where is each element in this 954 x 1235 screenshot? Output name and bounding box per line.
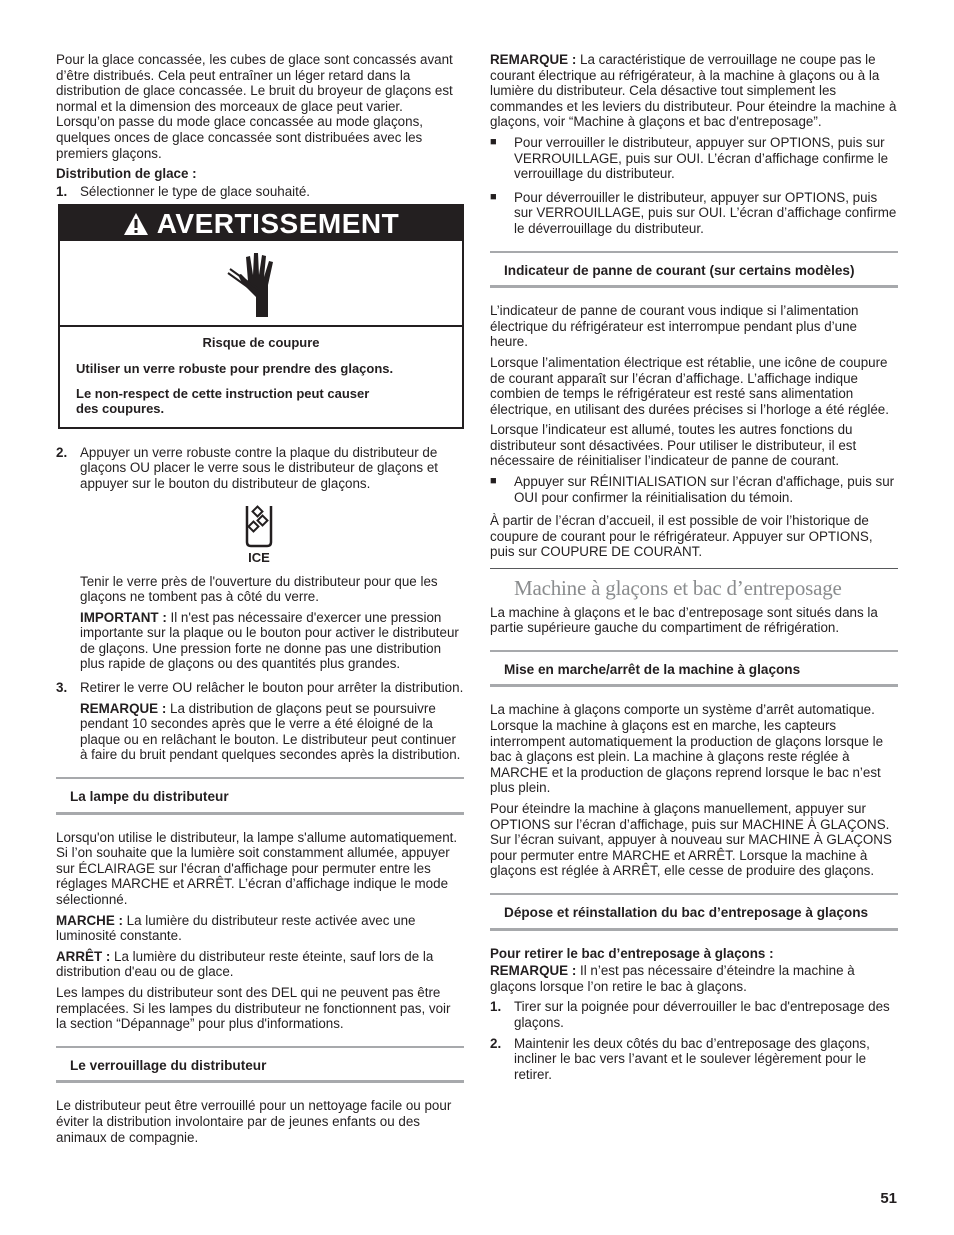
bullet-text: Pour déverrouiller le distributeur, appuyer sur OPTIONS, puis sur VERROUILLAGE, puis sur OUI. L’écran d’affichage confirme le déverrouillage du distributeur. xyxy=(514,189,897,236)
dispensing-heading: Distribution de glace : xyxy=(56,166,197,182)
machine-paragraph-1: La machine à glaçons et le bac d’entreposage sont situés dans la partie supérieure gauche du compartiment de réfrigération. xyxy=(490,604,878,636)
power-paragraph-2: Lorsque l’alimentation électrique est rétablie, une icône de coupure de courant apparaît sur l’écran d’affichage. L’affichage indique combien de temps le réfrigérateur est resté sans alimentation électrique, en utilisant des durées précises si l’horloge a été réglée. xyxy=(490,354,889,417)
step-2 xyxy=(56,445,464,492)
arret-text: La lumière du distributeur reste éteinte, sauf lors de la distribution d'eau ou de glace. xyxy=(56,948,434,980)
warning-header xyxy=(60,206,462,241)
marche-label: MARCHE : xyxy=(56,912,123,928)
square-bullet-icon: ■ xyxy=(490,475,497,488)
machine-section-title: Machine à glaçons et bac d’entreposage xyxy=(514,576,842,601)
step-text: Sélectionner le type de glace souhaité. xyxy=(80,183,311,199)
bin-step-2 xyxy=(490,1036,898,1083)
warning-body xyxy=(60,327,462,426)
remarque-label: REMARQUE : xyxy=(490,963,577,979)
onoff-paragraph-2: Pour éteindre la machine à glaçons manuellement, appuyer sur OPTIONS sur l’écran d’affichage, puis sur MACHINE À GLAÇONS. Sur l’écran suivant, appuyer à nouveau sur MACHINE À GLAÇONS pour permuter entre MARCHE et ARRÊT. Lorsque la machine à glaçons est réglée à ARRÊT, elle cesse de produire des glaçons. xyxy=(490,800,892,879)
lock-paragraph-1: Le distributeur peut être verrouillé pour un nettoyage facile ou pour éviter la distribution involontaire par de jeunes enfants ou des animaux de compagnie. xyxy=(56,1098,452,1145)
warning-line-2: Le non-respect de cette instruction peut causer des coupures. xyxy=(76,385,370,417)
step-text: Tirer sur la poignée pour déverrouiller le bac d'entreposage des glaçons. xyxy=(514,999,890,1030)
page-number: 51 xyxy=(880,1190,897,1207)
step-number: 2. xyxy=(490,1035,502,1051)
cut-hand-icon xyxy=(226,249,292,323)
square-bullet-icon: ■ xyxy=(490,190,497,203)
warning-line-1: Utiliser un verre robuste pour prendre des glaçons. xyxy=(76,360,394,376)
step-text: Maintenir les deux côtés du bac d’entreposage des glaçons, incliner le bac vers l’avant et le soulever légèrement pour le retirer. xyxy=(514,1035,870,1082)
important-text: Il n'est pas nécessaire d'exercer une pression importante sur la plaque ou le bouton pour activer le distributeur de glaçons. Une pression forte ne donne pas une distribution plus rapide de glaçons ou des quantités plus grandes. xyxy=(80,609,459,672)
power-paragraph-1: L’indicateur de panne de courant vous indique si l’alimentation électrique du réfrigérateur est interrompue pendant plus d’une heure. xyxy=(490,303,859,350)
step-number: 1. xyxy=(490,999,502,1015)
lock-section-heading: Le verrouillage du distributeur xyxy=(56,1046,464,1084)
marche-text: La lumière du distributeur reste activée avec une luminosité constante. xyxy=(56,912,416,944)
power-paragraph-4: À partir de l’écran d’accueil, il est possible de voir l’historique de coupure de courant pour le réfrigérateur. Appuyer sur OPTIONS, puis sur COUPURE DE COURANT. xyxy=(490,513,873,560)
remarque-text: Il n’est pas nécessaire d’éteindre la machine à glaçons lorsque l’on retire le bac à glaçons. xyxy=(490,963,855,994)
bin-section-heading: Dépose et réinstallation du bac d’entreposage à glaçons xyxy=(490,893,898,931)
step-text: Appuyer un verre robuste contre la plaque du distributeur de glaçons OU placer le verre sous le distributeur de glaçons et appuyer sur le bouton du distributeur de glaçons. xyxy=(80,444,439,491)
right-column xyxy=(490,52,898,1087)
remarque-label: REMARQUE : xyxy=(80,700,167,716)
left-column xyxy=(56,52,464,1150)
step-text: Retirer le verre OU relâcher le bouton pour arrêter la distribution. xyxy=(80,680,464,696)
step-1 xyxy=(56,184,464,200)
lamp-section-heading: La lampe du distributeur xyxy=(56,777,464,815)
remarque-label: REMARQUE : xyxy=(490,52,577,67)
power-section-heading: Indicateur de panne de courant (sur certains modèles) xyxy=(490,251,898,289)
onoff-section-heading: Mise en marche/arrêt de la machine à glaçons xyxy=(490,650,898,688)
bin-subheading: Pour retirer le bac d’entreposage à glaçons : xyxy=(490,945,774,961)
bullet-text: Pour verrouiller le distributeur, appuyer sur OPTIONS, puis sur VERROUILLAGE, puis sur OUI. L’écran d’affichage confirme le verrouillage du distributeur. xyxy=(514,134,889,182)
intro-paragraph: Pour la glace concassée, les cubes de glace sont concassés avant d’être distribués. Cela peut entraîner un léger retard dans la distribution de glace concassée. Le bruit du broyeur de glaçons est normal et la dimension des morceaux de glace peut varier. Lorsqu’on passe du mode glace concassée au mode glaçons, quelques onces de glace concassée sont distribuées avec les premiers glaçons. xyxy=(56,52,453,161)
bullet-unlock xyxy=(490,190,898,237)
bullet-text: Appuyer sur RÉINITIALISATION sur l’écran d'affichage, puis sur OUI pour confirmer la réinitialisation du témoin. xyxy=(514,474,895,505)
lamp-paragraph-2: Les lampes du distributeur sont des DEL qui ne peuvent pas être remplacées. Si les lampes du distributeur ne fonctionnent pas, voir la section “Dépannage” pour plus d'informations. xyxy=(56,984,451,1032)
warning-risk: Risque de coupure xyxy=(202,335,320,351)
important-label: IMPORTANT : xyxy=(80,609,167,625)
marche-note xyxy=(56,913,464,944)
warning-pictogram xyxy=(60,241,462,327)
bin-remarque xyxy=(490,963,898,994)
section-divider xyxy=(490,568,898,569)
bin-step-1 xyxy=(490,999,898,1030)
remarque-text: La distribution de glaçons peut se poursuivre pendant 10 secondes après que le verre a été éloigné de la plaque ou en relâchant le bouton. Le distributeur peut continuer à faire du bruit pendant quelques secondes après la distribution. xyxy=(80,700,461,763)
lock-remarque xyxy=(490,52,898,130)
bullet-lock xyxy=(490,135,898,182)
arret-label: ARRÊT : xyxy=(56,948,111,964)
remarque-text: La caractéristique de verrouillage ne coupe pas le courant électrique au réfrigérateur, à la machine à glaçons ou à la lumière du distributeur. Cela désactive tout simplement les commandes et les leviers du distributeur. Pour éteindre la machine à glaçons, voir “Machine à glaçons et bac d'entreposage”. xyxy=(490,52,897,130)
power-paragraph-3: Lorsque l’indicateur est allumé, toutes les autres fonctions du distributeur sont désactivées. Pour utiliser le distributeur, il est nécessaire de réinitialiser l’indicateur de panne de courant. xyxy=(490,422,857,469)
ice-label: ICE xyxy=(248,550,270,566)
step-number: 1. xyxy=(56,183,68,199)
important-note xyxy=(56,610,464,672)
warning-box xyxy=(58,204,464,428)
bullet-reset xyxy=(490,474,898,505)
step-number: 2. xyxy=(56,444,68,460)
step-number: 3. xyxy=(56,680,68,696)
warning-title: AVERTISSEMENT xyxy=(156,208,400,240)
remarque-note xyxy=(56,701,464,763)
lamp-paragraph-1: Lorsqu'on utilise le distributeur, la lampe s'allume automatiquement. Si l’on souhaite que la lumière soit constamment allumée, appuyer sur ÉCLAIRAGE sur l'écran d'affichage pour permuter entre les réglages MARCHE et ARRÊT. L’écran d’affichage indique le mode sélectionné. xyxy=(56,829,458,907)
warning-triangle-icon xyxy=(123,212,157,236)
square-bullet-icon: ■ xyxy=(490,135,497,148)
onoff-paragraph-1: La machine à glaçons comporte un système d’arrêt automatique. Lorsque la machine à glaçons est en marche, les capteurs interrompent automatiquement la production de glaçons lorsque le bac à glaçons est plein. La machine à glaçons reste réglée à MARCHE et la production de glaçons reprend lorsque le bac n’est plus plein. xyxy=(490,702,884,796)
step-2-note: Tenir le verre près de l'ouverture du distributeur pour que les glaçons ne tombent pas à côté du verre. xyxy=(80,573,438,605)
step-3 xyxy=(56,680,464,696)
ice-glass-icon xyxy=(244,504,274,566)
arret-note xyxy=(56,949,464,980)
